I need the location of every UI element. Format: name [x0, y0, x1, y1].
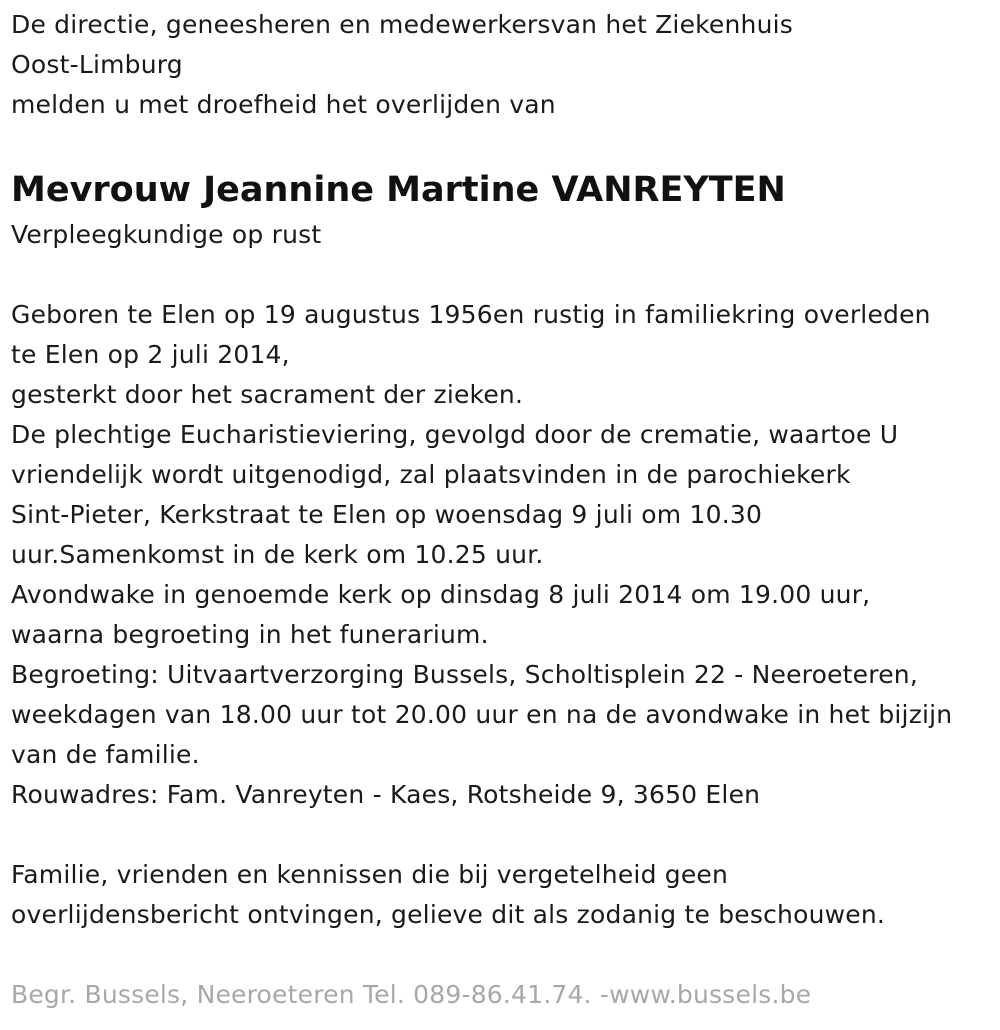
spacer: [11, 255, 996, 295]
obituary-document: [11, 5, 996, 1015]
spacer: [11, 815, 996, 855]
body-line: van de familie.: [11, 740, 200, 769]
intro-line-2: Oost-Limburg: [11, 50, 183, 79]
body-line: Sint-Pieter, Kerkstraat te Elen op woensdag 9 juli om 10.30: [11, 500, 763, 529]
body-line: gesterkt door het sacrament der zieken.: [11, 380, 524, 409]
body-line: Geboren te Elen op 19 augustus 1956en rustig in familiekring overleden: [11, 300, 931, 329]
body-line: uur.Samenkomst in de kerk om 10.25 uur.: [11, 540, 544, 569]
body-line: Begroeting: Uitvaartverzorging Bussels, Scholtisplein 22 - Neeroeteren,: [11, 660, 918, 689]
intro-line-3: melden u met droefheid het overlijden van: [11, 90, 556, 119]
body-line: te Elen op 2 juli 2014,: [11, 340, 290, 369]
footer-funeral-home: Begr. Bussels, Neeroeteren Tel. 089-86.41.74. -www.bussels.be: [11, 980, 812, 1009]
body-line: vriendelijk wordt uitgenodigd, zal plaatsvinden in de parochiekerk: [11, 460, 851, 489]
body-line: De plechtige Eucharistieviering, gevolgd door de crematie, waartoe U: [11, 420, 899, 449]
intro-line-1: De directie, geneesheren en medewerkersvan het Ziekenhuis: [11, 10, 794, 39]
body-line: waarna begroeting in het funerarium.: [11, 620, 489, 649]
spacer: [11, 935, 996, 975]
body-line: Avondwake in genoemde kerk op dinsdag 8 juli 2014 om 19.00 uur,: [11, 580, 871, 609]
body-line: weekdagen van 18.00 uur tot 20.00 uur en na de avondwake in het bijzijn: [11, 700, 953, 729]
notice-line-2: overlijdensbericht ontvingen, gelieve dit als zodanig te beschouwen.: [11, 900, 886, 929]
body-line: Rouwadres: Fam. Vanreyten - Kaes, Rotsheide 9, 3650 Elen: [11, 780, 761, 809]
deceased-subtitle: Verpleegkundige op rust: [11, 220, 322, 249]
spacer: [11, 125, 996, 165]
notice-line-1: Familie, vrienden en kennissen die bij vergetelheid geen: [11, 860, 729, 889]
deceased-name: Mevrouw Jeannine Martine VANREYTEN: [11, 170, 786, 210]
